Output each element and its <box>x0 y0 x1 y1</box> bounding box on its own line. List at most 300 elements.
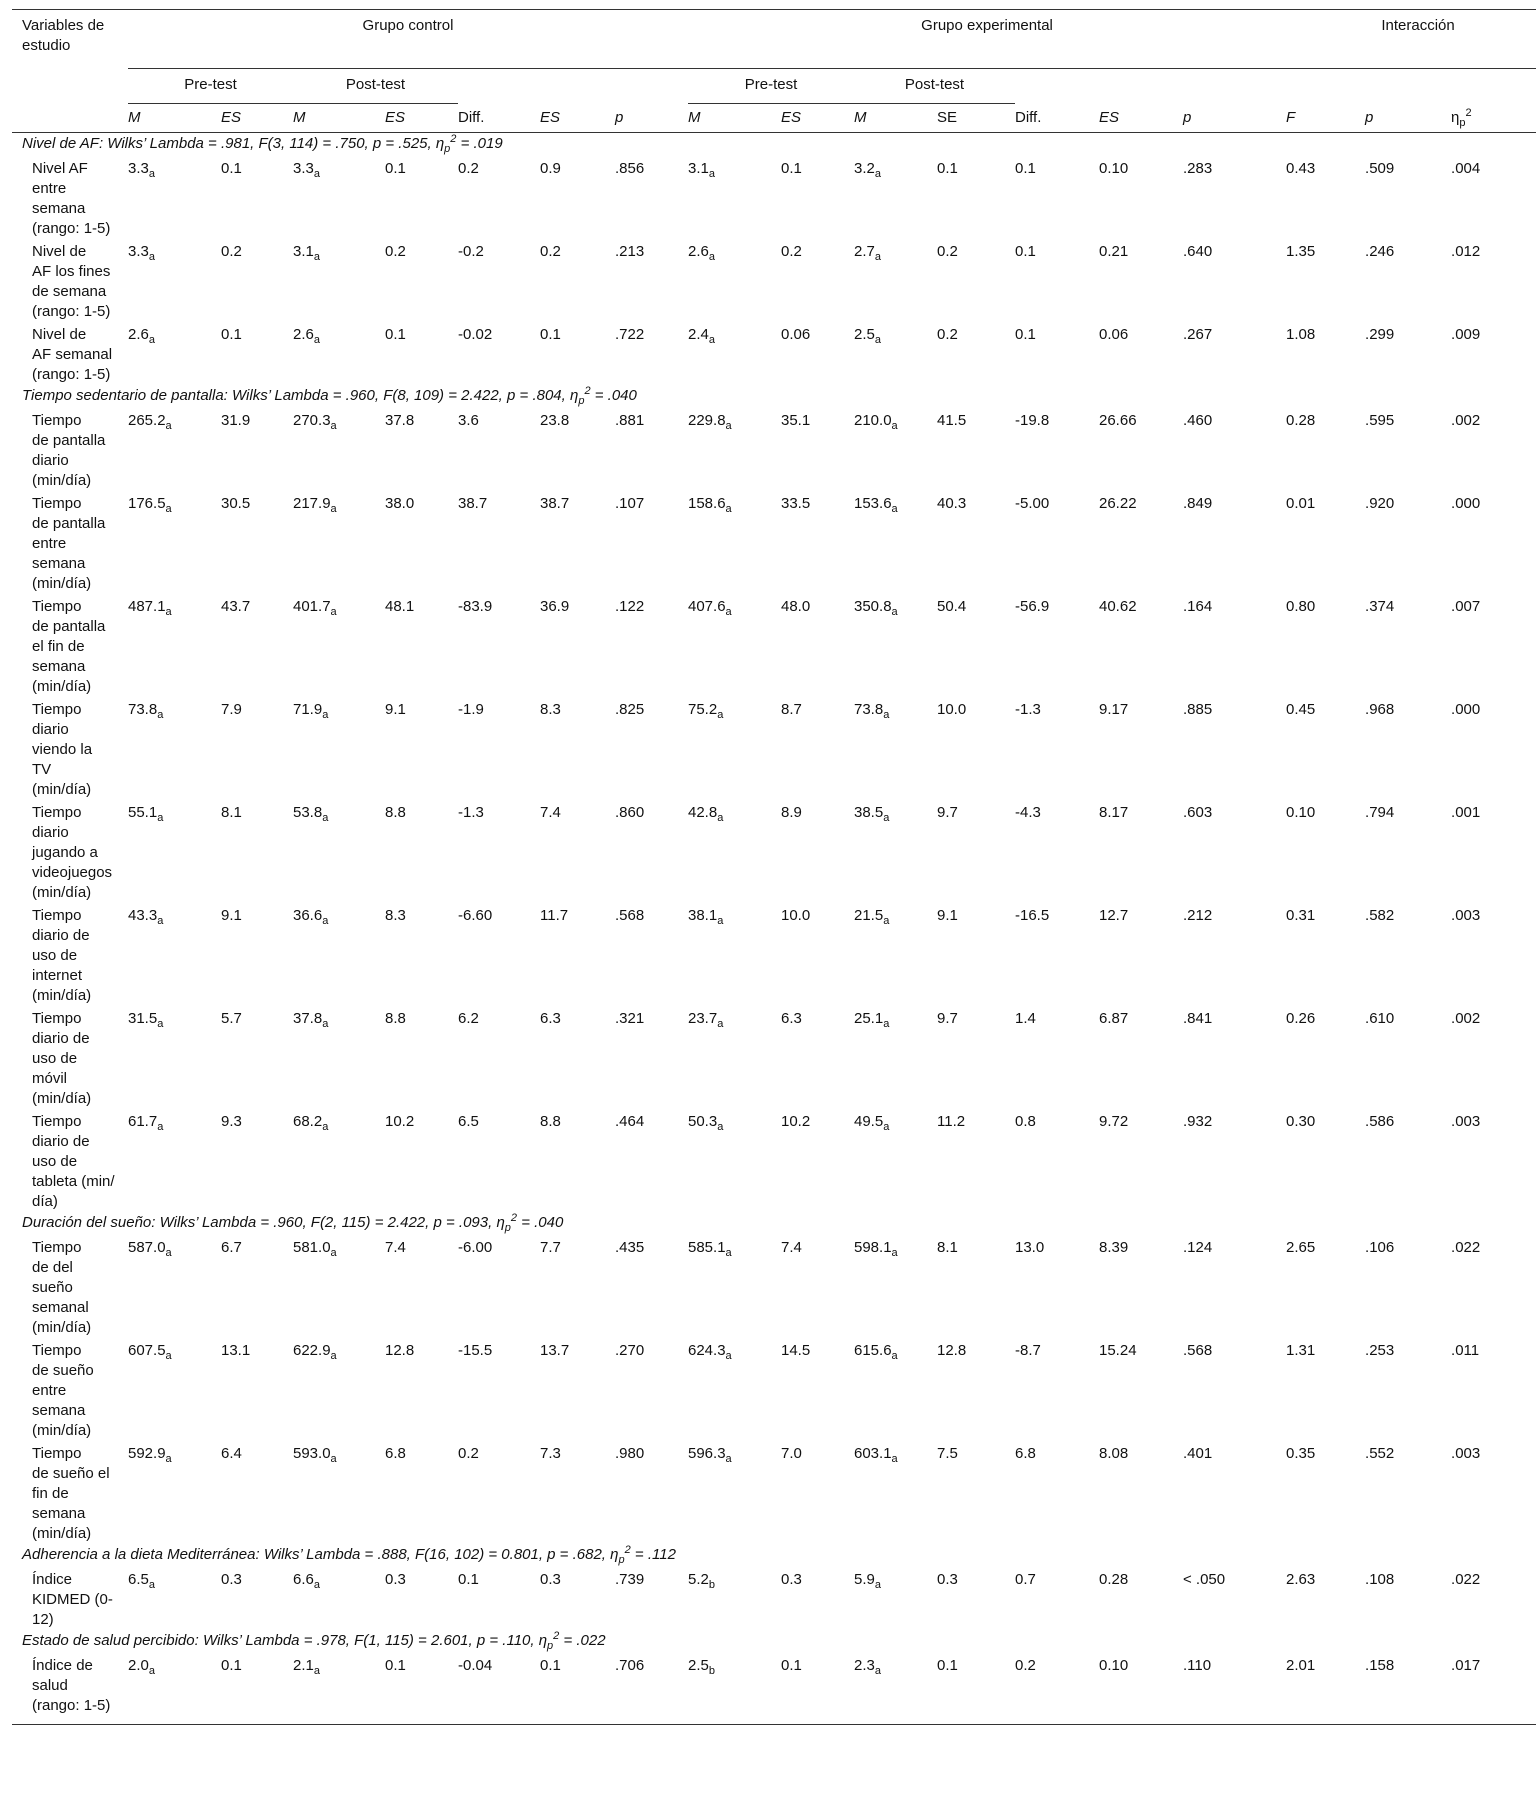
table-row <box>12 1653 1536 1725</box>
cell-value: .000 <box>1451 701 1481 718</box>
cell-value: 13.7 <box>540 1342 570 1359</box>
table-cell <box>128 156 221 239</box>
row-label-line: Tiempo <box>32 1113 82 1130</box>
table-cell <box>1183 594 1286 697</box>
cell-subscript: a <box>717 812 724 824</box>
cell-value: .568 <box>1183 1342 1213 1359</box>
table-cell <box>293 1441 385 1544</box>
table-cell <box>1099 1109 1183 1212</box>
table-cell <box>385 1109 458 1212</box>
table-cell <box>1451 239 1536 322</box>
column-header-label: ES <box>1099 108 1120 126</box>
cell-value: 9.1 <box>937 907 958 924</box>
row-label-line: de pantalla <box>32 432 106 449</box>
cell-value: 0.1 <box>781 160 802 177</box>
table-cell <box>615 1109 688 1212</box>
cell-value: 73.8 <box>128 701 158 718</box>
table-cell <box>1286 800 1365 903</box>
table-cell <box>293 239 385 322</box>
row-label-line: de sueño <box>32 1362 94 1379</box>
cell-value: 585.1 <box>688 1239 726 1256</box>
table-cell <box>854 1109 937 1212</box>
cell-value: 11.2 <box>937 1113 966 1130</box>
table-cell <box>385 1338 458 1441</box>
table-cell <box>540 156 615 239</box>
row-label-line: salud <box>32 1677 68 1694</box>
row-label <box>12 594 128 697</box>
cell-value: .299 <box>1365 326 1395 343</box>
row-label <box>12 322 128 385</box>
section-header-row <box>12 385 1536 408</box>
cell-value: 10.0 <box>781 907 811 924</box>
table-cell <box>937 697 1015 800</box>
cell-value: 596.3 <box>688 1445 726 1462</box>
cell-value: 8.3 <box>540 701 561 718</box>
cell-subscript: a <box>708 168 715 180</box>
table-row <box>12 903 1536 1006</box>
cell-subscript: a <box>874 334 881 346</box>
table-cell <box>781 491 854 594</box>
cell-value: .920 <box>1365 495 1395 512</box>
cell-subscript: a <box>313 334 320 346</box>
cell-value: 0.1 <box>221 160 242 177</box>
cell-value: 2.65 <box>1286 1239 1316 1256</box>
cell-value: 5.2 <box>688 1571 709 1588</box>
column-header <box>540 104 615 133</box>
row-label-line: (min/día) <box>32 575 92 592</box>
table-cell <box>781 156 854 239</box>
cell-value: 6.4 <box>221 1445 242 1462</box>
table-cell <box>854 903 937 1006</box>
table-cell <box>615 491 688 594</box>
table-cell <box>688 1338 781 1441</box>
table-cell <box>1451 1567 1536 1630</box>
column-header-label: M <box>293 109 306 126</box>
table-cell <box>540 491 615 594</box>
table-cell <box>1015 594 1099 697</box>
table-cell <box>1365 1653 1451 1725</box>
cell-value: 10.0 <box>937 701 967 718</box>
table-cell <box>1451 408 1536 491</box>
table-cell <box>688 594 781 697</box>
cell-value: 401.7 <box>293 598 331 615</box>
cell-value: 615.6 <box>854 1342 892 1359</box>
table-cell <box>854 697 937 800</box>
cell-value: 0.35 <box>1286 1445 1316 1462</box>
table-cell <box>781 1567 854 1630</box>
cell-value: 26.66 <box>1099 412 1137 429</box>
cell-value: .856 <box>615 160 645 177</box>
row-label-line: de sueño el <box>32 1465 110 1482</box>
cell-value: 7.0 <box>781 1445 802 1462</box>
column-header-label: Diff. <box>1015 108 1042 126</box>
cell-value: 0.1 <box>1015 326 1036 343</box>
table-cell <box>1286 1235 1365 1338</box>
table-cell <box>937 800 1015 903</box>
table-cell <box>1183 1653 1286 1725</box>
cell-value: 2.4 <box>688 326 709 343</box>
table-cell <box>688 491 781 594</box>
column-header <box>854 104 937 133</box>
table-cell <box>1286 1653 1365 1725</box>
cell-value: 8.7 <box>781 701 802 718</box>
cell-value: 487.1 <box>128 598 166 615</box>
row-label-line: Tiempo <box>32 598 82 615</box>
cell-subscript: a <box>322 812 329 824</box>
table-cell <box>1183 1567 1286 1630</box>
row-label <box>12 903 128 1006</box>
cell-value: -1.3 <box>458 804 484 821</box>
cell-value: 7.4 <box>540 804 561 821</box>
table-cell <box>540 594 615 697</box>
cell-value: 6.7 <box>221 1239 242 1256</box>
table-cell <box>540 322 615 385</box>
row-label-line: Índice <box>32 1571 73 1588</box>
table-cell <box>293 594 385 697</box>
row-label-line: Índice de <box>32 1657 93 1674</box>
row-label-line: Tiempo <box>32 495 82 512</box>
table-cell <box>1365 408 1451 491</box>
cell-subscript: a <box>874 1665 881 1677</box>
section-title <box>12 1544 1536 1567</box>
cell-value: 71.9 <box>293 701 323 718</box>
row-label <box>12 1653 128 1725</box>
table-cell <box>937 1338 1015 1441</box>
cell-value: .739 <box>615 1571 645 1588</box>
cell-subscript: a <box>725 606 732 618</box>
cell-value: 0.1 <box>221 326 242 343</box>
cell-value: -0.04 <box>458 1657 493 1674</box>
eta-subscript: p <box>618 1554 625 1566</box>
table-cell <box>1365 491 1451 594</box>
table-cell <box>540 1338 615 1441</box>
row-label-line: tableta (min/ <box>32 1173 115 1190</box>
cell-value: 6.8 <box>385 1445 406 1462</box>
cell-value: .881 <box>615 412 645 429</box>
table-cell <box>615 800 688 903</box>
table-cell <box>688 697 781 800</box>
table-cell <box>1015 322 1099 385</box>
row-label-line: jugando a <box>32 844 98 861</box>
table-cell <box>615 594 688 697</box>
table-cell <box>1286 408 1365 491</box>
cell-value: 30.5 <box>221 495 251 512</box>
table-cell <box>1365 697 1451 800</box>
table-cell <box>854 800 937 903</box>
cell-value: 0.10 <box>1099 160 1129 177</box>
row-label <box>12 1567 128 1630</box>
table-cell <box>385 903 458 1006</box>
table-cell <box>458 800 540 903</box>
table-cell <box>1183 1109 1286 1212</box>
table-cell <box>1099 1338 1183 1441</box>
table-cell <box>221 1006 293 1109</box>
cell-value: 0.1 <box>1015 160 1036 177</box>
cell-value: 7.3 <box>540 1445 561 1462</box>
table-cell <box>781 697 854 800</box>
cell-value: 592.9 <box>128 1445 166 1462</box>
cell-value: 0.2 <box>540 243 561 260</box>
cell-value: 598.1 <box>854 1239 892 1256</box>
table-cell <box>937 1653 1015 1725</box>
table-cell <box>781 1338 854 1441</box>
table-row <box>12 1006 1536 1109</box>
row-label-line: AF los fines <box>32 263 111 280</box>
table-cell <box>615 408 688 491</box>
cell-value: 0.2 <box>458 160 479 177</box>
section-header-row <box>12 133 1536 157</box>
header-row-tests <box>12 69 1536 104</box>
cell-subscript: a <box>891 503 898 515</box>
table-cell <box>1365 903 1451 1006</box>
cell-value: 9.3 <box>221 1113 242 1130</box>
eta-subscript: p <box>504 1222 511 1234</box>
cell-value: .582 <box>1365 907 1395 924</box>
cell-subscript: a <box>883 709 890 721</box>
table-cell <box>293 322 385 385</box>
table-cell <box>688 408 781 491</box>
table-cell <box>937 1006 1015 1109</box>
table-cell <box>1451 156 1536 239</box>
cell-value: 37.8 <box>293 1010 323 1027</box>
table-cell <box>688 156 781 239</box>
table-cell <box>1015 156 1099 239</box>
cell-value: 3.3 <box>128 243 149 260</box>
table-cell <box>458 1006 540 1109</box>
cell-value: .003 <box>1451 1445 1481 1462</box>
table-cell <box>1183 408 1286 491</box>
table-cell <box>688 1109 781 1212</box>
column-header-label: η <box>1451 108 1460 126</box>
table-cell <box>458 1235 540 1338</box>
row-label-line: uso de <box>32 1153 78 1170</box>
cell-subscript: a <box>157 1018 164 1030</box>
table-cell <box>1451 1006 1536 1109</box>
row-label-line: (min/día) <box>32 1525 92 1542</box>
table-cell <box>540 1441 615 1544</box>
cell-value: 3.2 <box>854 160 875 177</box>
cell-value: 9.7 <box>937 804 958 821</box>
cell-subscript: a <box>165 1453 172 1465</box>
cell-value: 40.3 <box>937 495 967 512</box>
table-cell <box>1015 1338 1099 1441</box>
table-cell <box>293 1006 385 1109</box>
row-label-line: (min/día) <box>32 1319 92 1336</box>
cell-subscript: a <box>891 1247 898 1259</box>
table-cell <box>458 491 540 594</box>
cell-value: 35.1 <box>781 412 811 429</box>
cell-value: 607.5 <box>128 1342 166 1359</box>
table-row <box>12 156 1536 239</box>
cell-value: .004 <box>1451 160 1481 177</box>
table-row <box>12 800 1536 903</box>
cell-value: 38.1 <box>688 907 718 924</box>
row-label-line: 12) <box>32 1611 54 1628</box>
cell-value: 2.0 <box>128 1657 149 1674</box>
table-cell <box>1286 1567 1365 1630</box>
column-header <box>781 104 854 133</box>
row-label-line: Nivel de <box>32 243 87 260</box>
cell-value: 2.6 <box>688 243 709 260</box>
cell-value: 12.7 <box>1099 907 1129 924</box>
table-cell <box>688 239 781 322</box>
row-label-line: (min/día) <box>32 781 92 798</box>
table-cell <box>385 408 458 491</box>
cell-value: 2.5 <box>688 1657 709 1674</box>
control-pretest-header: Pre-test <box>128 69 293 104</box>
table-cell <box>1099 408 1183 491</box>
cell-value: 3.3 <box>128 160 149 177</box>
table-cell <box>688 1653 781 1725</box>
table-cell <box>385 594 458 697</box>
table-cell <box>615 1338 688 1441</box>
table-cell <box>293 1109 385 1212</box>
cell-value: 0.1 <box>385 1657 406 1674</box>
cell-subscript: a <box>165 420 172 432</box>
cell-subscript: a <box>330 420 337 432</box>
cell-value: 8.8 <box>540 1113 561 1130</box>
cell-value: 2.3 <box>854 1657 875 1674</box>
table-cell <box>1183 156 1286 239</box>
eta-superscript: 2 <box>553 1630 560 1642</box>
table-cell <box>1099 156 1183 239</box>
cell-subscript: a <box>157 812 164 824</box>
cell-value: 26.22 <box>1099 495 1137 512</box>
cell-value: 210.0 <box>854 412 892 429</box>
table-cell <box>1365 1338 1451 1441</box>
table-row <box>12 1338 1536 1441</box>
cell-subscript: a <box>883 915 890 927</box>
cell-value: 0.43 <box>1286 160 1316 177</box>
cell-value: 0.3 <box>385 1571 406 1588</box>
cell-subscript: b <box>708 1665 715 1677</box>
row-label-line: Nivel de <box>32 326 87 343</box>
table-cell <box>1099 1567 1183 1630</box>
cell-value: .003 <box>1451 1113 1481 1130</box>
cell-value: 2.6 <box>293 326 314 343</box>
table-cell <box>385 1235 458 1338</box>
table-cell <box>221 1567 293 1630</box>
cell-subscript: a <box>330 1453 337 1465</box>
table-cell <box>458 322 540 385</box>
cell-value: 0.21 <box>1099 243 1129 260</box>
column-header-label: ES <box>781 109 802 126</box>
eta-superscript: 2 <box>624 1544 631 1556</box>
row-label-line: videojuegos <box>32 864 113 881</box>
table-cell <box>615 903 688 1006</box>
table-cell <box>1451 903 1536 1006</box>
cell-subscript: a <box>165 606 172 618</box>
cell-value: 38.0 <box>385 495 415 512</box>
table-cell <box>1099 903 1183 1006</box>
section-header-row <box>12 1630 1536 1653</box>
cell-value: 0.1 <box>458 1571 479 1588</box>
row-label-line: (min/día) <box>32 678 92 695</box>
cell-value: 176.5 <box>128 495 166 512</box>
table-cell <box>1451 1441 1536 1544</box>
table-cell <box>540 239 615 322</box>
cell-value: .270 <box>615 1342 645 1359</box>
cell-subscript: a <box>322 709 329 721</box>
table-cell <box>128 239 221 322</box>
table-cell <box>781 800 854 903</box>
table-cell <box>458 156 540 239</box>
cell-subscript: a <box>883 1121 890 1133</box>
cell-value: 11.7 <box>540 907 569 924</box>
table-cell <box>221 239 293 322</box>
row-label-line: día) <box>32 1193 58 1210</box>
row-label-line: semana <box>32 658 86 675</box>
cell-value: 217.9 <box>293 495 331 512</box>
table-cell <box>615 697 688 800</box>
cell-value: 23.7 <box>688 1010 718 1027</box>
cell-value: 0.1 <box>937 1657 958 1674</box>
column-header <box>1015 104 1099 133</box>
table-cell <box>781 1006 854 1109</box>
table-row <box>12 239 1536 322</box>
cell-value: 3.3 <box>293 160 314 177</box>
table-cell <box>458 594 540 697</box>
cell-value: 9.72 <box>1099 1113 1129 1130</box>
table-cell <box>221 322 293 385</box>
row-label-line: (rango: 1-5) <box>32 303 111 320</box>
row-label-line: Tiempo <box>32 907 82 924</box>
cell-subscript: a <box>313 168 320 180</box>
table-row <box>12 1109 1536 1212</box>
table-cell <box>458 1441 540 1544</box>
cell-value: .122 <box>615 598 645 615</box>
cell-value: 6.6 <box>293 1571 314 1588</box>
cell-subscript: a <box>148 1665 155 1677</box>
row-label-line: sueño <box>32 1279 73 1296</box>
table-cell <box>293 697 385 800</box>
table-cell <box>854 1653 937 1725</box>
cell-value: 581.0 <box>293 1239 331 1256</box>
cell-value: -6.60 <box>458 907 493 924</box>
table-cell <box>293 903 385 1006</box>
cell-value: 153.6 <box>854 495 892 512</box>
table-cell <box>1451 594 1536 697</box>
cell-subscript: a <box>148 168 155 180</box>
table-row <box>12 322 1536 385</box>
cell-value: 12.8 <box>385 1342 415 1359</box>
table-cell <box>854 239 937 322</box>
table-cell <box>1183 1235 1286 1338</box>
cell-value: 0.1 <box>385 160 406 177</box>
cell-value: 0.7 <box>1015 1571 1036 1588</box>
cell-value: .158 <box>1365 1657 1395 1674</box>
table-cell <box>1015 1441 1099 1544</box>
cell-subscript: a <box>148 334 155 346</box>
table-cell <box>781 1235 854 1338</box>
section-title-end: = .112 <box>630 1546 676 1563</box>
table-cell <box>1015 697 1099 800</box>
eta-subscript: p <box>547 1640 554 1652</box>
cell-value: 73.8 <box>854 701 884 718</box>
cell-value: 0.2 <box>385 243 406 260</box>
cell-subscript: a <box>330 606 337 618</box>
table-cell <box>937 408 1015 491</box>
cell-value: 10.2 <box>385 1113 415 1130</box>
cell-value: .586 <box>1365 1113 1395 1130</box>
section-title <box>12 133 1536 157</box>
table-cell <box>937 1441 1015 1544</box>
table-cell <box>221 697 293 800</box>
table-cell <box>1286 156 1365 239</box>
row-label <box>12 1109 128 1212</box>
table-cell <box>540 1006 615 1109</box>
row-label <box>12 1338 128 1441</box>
